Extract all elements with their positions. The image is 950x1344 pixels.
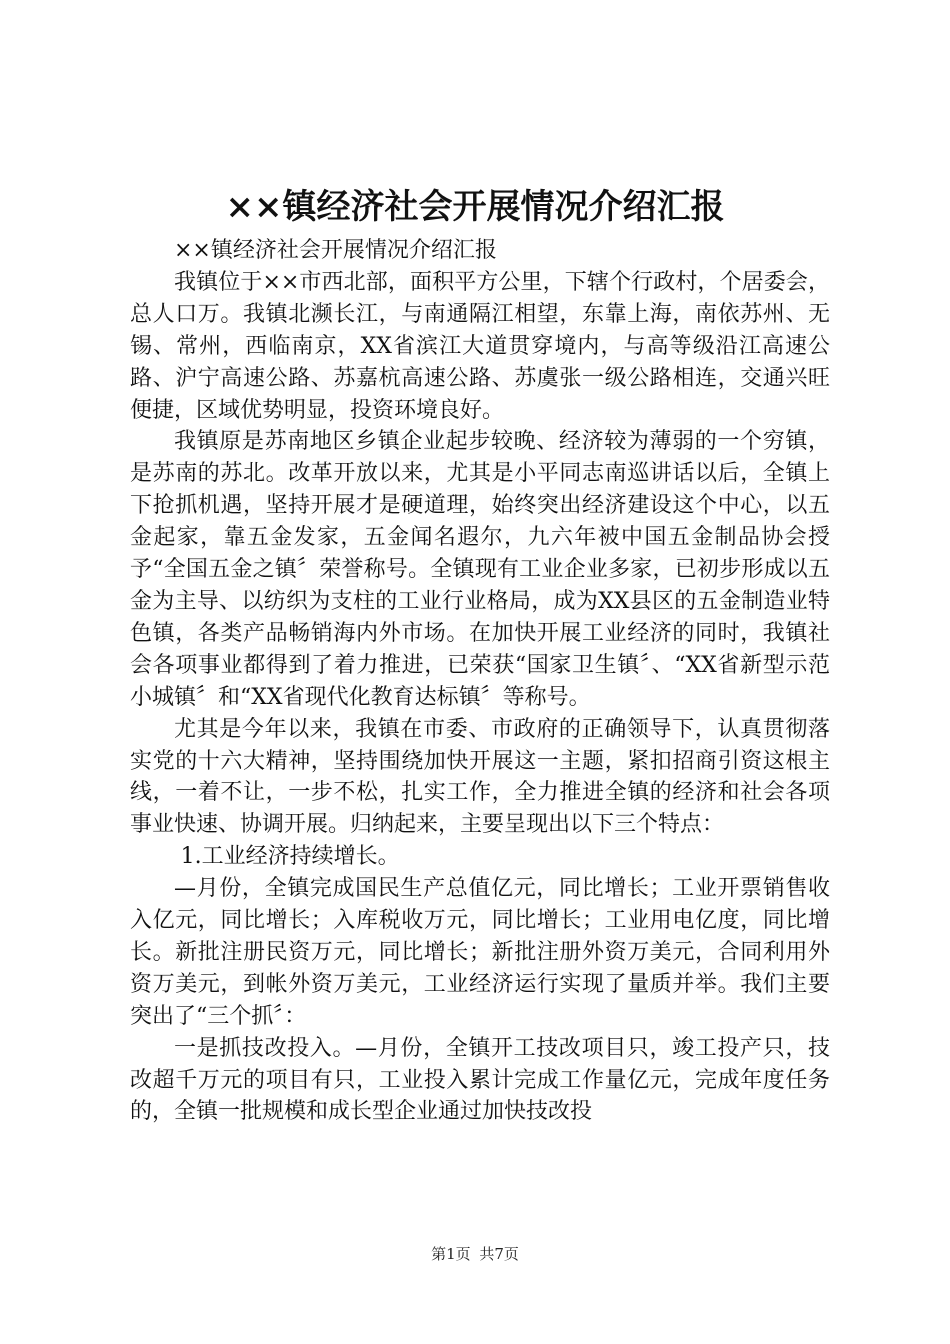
paragraph-history: 我镇原是苏南地区乡镇企业起步较晚、经济较为薄弱的一个穷镇，是苏南的苏北。改革开放以来，尤其是小平同志南巡讲话以后，全镇上下抢抓机遇，坚持开展才是硬道理，始终突出经济建设这个中心，以五金起家，靠五金发家，五金闻名遐尔，九六年被中国五金制品协会授予“全国五金之镇〞荣誉称号。全镇现有工业企业多家，已初步形成以五金为主导、以纺织为支柱的工业行业格局，成为XX县区的五金制造业特色镇，各类产品畅销海内外市场。在加快开展工业经济的同时，我镇社会各项事业都得到了着力推进，已荣获“国家卫生镇〞、“XX省新型示范小城镇〞和“XX省现代化教育达标镇〞等称号。 <box>130 429 830 710</box>
paragraph-industry-stats: —月份，全镇完成国民生产总值亿元，同比增长；工业开票销售收入亿元，同比增长；入库税收万元，同比增长；工业用电亿度，同比增长。新批注册民资万元，同比增长；新批注册外资万美元，合同利用外资万美元，到帐外资万美元，工业经济运行实现了量质并举。我们主要突出了“三个抓〞： <box>130 876 830 1029</box>
document-title: ××镇经济社会开展情况介绍汇报 <box>225 187 725 227</box>
document-body <box>130 235 830 1128</box>
document-subtitle: ××镇经济社会开展情况介绍汇报 <box>174 238 497 263</box>
paragraph-location: 我镇位于××市西北部，面积平方公里，下辖个行政村，个居委会，总人口万。我镇北濒长江，与南通隔江相望，东靠上海，南依苏州、无锡、常州，西临南京，XX省滨江大道贯穿境内，与高等级沿江高速公路、沪宁高速公路、苏嘉杭高速公路、苏虞张一级公路相连，交通兴旺便捷，区域优势明显，投资环境良好。 <box>130 269 830 423</box>
page-footer <box>0 1244 950 1264</box>
page-number: 第1页 <box>431 1245 471 1263</box>
paragraph-tech-investment: 一是抓技改投入。—月份，全镇开工技改项目只，竣工投产只，技改超千万元的项目有只，工业投入累计完成工作量亿元，完成年度任务的，全镇一批规模和成长型企业通过加快技改投 <box>130 1035 830 1125</box>
page-total: 共7页 <box>479 1245 519 1263</box>
section-heading-industry: 1.工业经济持续增长。 <box>180 844 400 870</box>
paragraph-this-year: 尤其是今年以来，我镇在市委、市政府的正确领导下，认真贯彻落实党的十六大精神，坚持围绕加快开展这一主题，紧扣招商引资这根主线，一着不让，一步不松，扎实工作，全力推进全镇的经济和社会各项事业快速、协调开展。归纳起来，主要呈现出以下三个特点： <box>130 716 830 838</box>
